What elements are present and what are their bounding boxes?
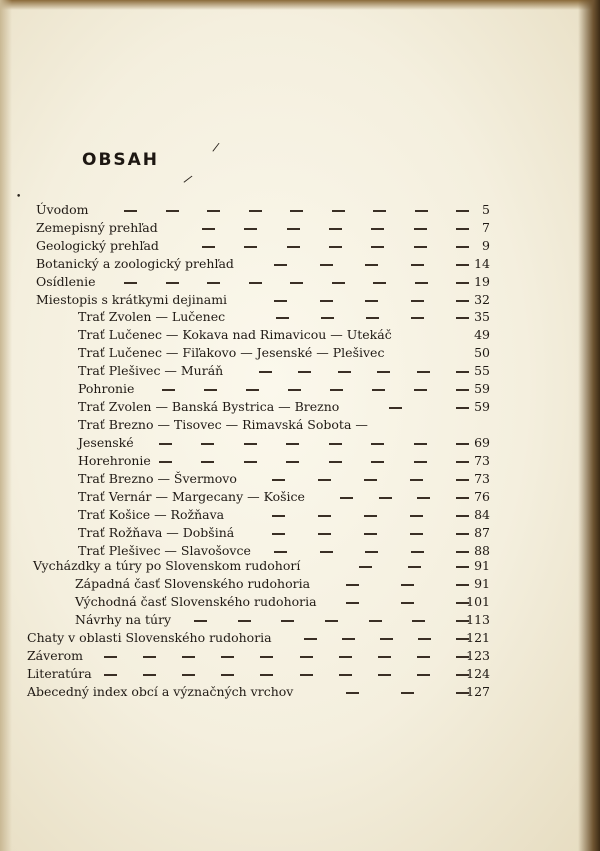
leader-dash xyxy=(274,300,287,302)
leader-dash xyxy=(417,497,430,499)
toc-entry xyxy=(0,398,600,416)
toc-entry xyxy=(0,201,600,219)
toc-entry-page: 121 xyxy=(466,630,490,645)
contents-heading: OBSAH xyxy=(82,150,160,170)
toc-entry-page: 7 xyxy=(482,220,490,235)
toc-entry-title: Východná časť Slovenského rudohoria xyxy=(75,594,317,609)
leader-dash xyxy=(417,371,430,373)
leader-dash xyxy=(401,692,414,694)
leader-dash xyxy=(166,282,179,284)
leader-dash xyxy=(410,479,423,481)
leader-dash xyxy=(411,551,424,553)
toc-entry xyxy=(0,273,600,291)
leader-dash xyxy=(104,674,117,676)
leader-dash xyxy=(414,389,427,391)
toc-entry-title: Literatúra xyxy=(27,666,92,681)
leader-dash xyxy=(401,602,414,604)
leader-dash xyxy=(290,282,303,284)
leader-dash xyxy=(244,246,257,248)
leader-dash xyxy=(373,210,386,212)
toc-entry xyxy=(0,470,600,488)
toc-entry-page: 113 xyxy=(466,612,490,627)
leader-dash xyxy=(300,656,313,658)
leader-dash xyxy=(318,515,331,517)
leader-dash xyxy=(329,443,342,445)
leader-dash xyxy=(298,371,311,373)
leader-dash xyxy=(204,389,217,391)
toc-entry xyxy=(0,291,600,309)
leader-dash xyxy=(369,620,382,622)
toc-entry-page: 55 xyxy=(474,363,490,378)
toc-entry xyxy=(0,524,600,542)
toc-entry-page: 5 xyxy=(482,202,490,217)
leader-dash xyxy=(244,228,257,230)
leader-dash xyxy=(378,656,391,658)
leader-dash xyxy=(124,210,137,212)
leader-dash xyxy=(320,264,333,266)
toc-entry-page: 87 xyxy=(474,525,490,540)
toc-entry-title: Miestopis s krátkymi dejinami xyxy=(36,292,228,307)
leader-dash xyxy=(372,389,385,391)
toc-entry-title: Trať Brezno — Tisovec — Rimavská Sobota — xyxy=(78,417,368,432)
leader-dash xyxy=(246,389,259,391)
leader-dash xyxy=(272,479,285,481)
toc-entry-page: 101 xyxy=(466,594,490,609)
leader-dash xyxy=(166,210,179,212)
leader-dash xyxy=(332,282,345,284)
toc-entry xyxy=(0,362,600,380)
toc-entry-title: Pohronie xyxy=(78,381,135,396)
leader-dash xyxy=(415,210,428,212)
toc-entry-page: 59 xyxy=(474,399,490,414)
leader-dash xyxy=(389,407,402,409)
toc-entry-page: 84 xyxy=(474,507,490,522)
leader-dash xyxy=(380,638,393,640)
toc-entry xyxy=(0,506,600,524)
toc-entry-title: Horehronie xyxy=(78,453,151,468)
leader-dash xyxy=(330,389,343,391)
leader-dash xyxy=(202,246,215,248)
toc-entry-title: Geologický prehľad xyxy=(36,238,159,253)
leader-dash xyxy=(414,443,427,445)
leader-dash xyxy=(194,620,207,622)
leader-dash xyxy=(182,656,195,658)
leader-dash xyxy=(259,371,272,373)
toc-entry-page: 88 xyxy=(474,543,490,558)
toc-entry-title: Zemepisný prehľad xyxy=(36,220,158,235)
toc-entry-title: Návrhy na túry xyxy=(75,612,172,627)
leader-dash xyxy=(412,620,425,622)
toc-entry xyxy=(0,255,600,273)
toc-entry xyxy=(0,683,600,701)
toc-entry-page: 59 xyxy=(474,381,490,396)
leader-dash xyxy=(207,282,220,284)
leader-dash xyxy=(414,228,427,230)
toc-entry-page: 50 xyxy=(474,345,490,360)
leader-dash xyxy=(286,443,299,445)
leader-dash xyxy=(260,674,273,676)
toc-entry xyxy=(0,611,600,629)
toc-entry-title: Trať Zvolen — Lučenec xyxy=(78,309,226,324)
leader-dash xyxy=(124,282,137,284)
toc-entry xyxy=(0,647,600,665)
leader-dash xyxy=(202,228,215,230)
leader-dash xyxy=(104,656,117,658)
toc-entry xyxy=(0,575,600,593)
leader-dash xyxy=(364,515,377,517)
leader-dash xyxy=(339,674,352,676)
leader-dash xyxy=(411,317,424,319)
leader-dash xyxy=(290,210,303,212)
pencil-mark: / xyxy=(182,172,194,186)
toc-entry-title: Trať Vernár — Margecany — Košice xyxy=(78,489,305,504)
toc-entry xyxy=(0,219,600,237)
toc-entry-page: 19 xyxy=(474,274,490,289)
leader-dash xyxy=(318,533,331,535)
toc-entry-title: Trať Lučenec — Kokava nad Rimavicou — Utekáč xyxy=(78,327,392,342)
leader-dash xyxy=(411,264,424,266)
leader-dash xyxy=(410,533,423,535)
toc-entry xyxy=(0,488,600,506)
leader-dash xyxy=(415,282,428,284)
toc-entry xyxy=(0,665,600,683)
leader-dash xyxy=(378,674,391,676)
leader-dash xyxy=(338,371,351,373)
leader-dash xyxy=(325,620,338,622)
leader-dash xyxy=(201,461,214,463)
leader-dash xyxy=(221,656,234,658)
leader-dash xyxy=(274,551,287,553)
leader-dash xyxy=(359,566,372,568)
toc-entry-page: 49 xyxy=(474,327,490,342)
toc-entry-title: Západná časť Slovenského rudohoria xyxy=(75,576,311,591)
leader-dash xyxy=(260,656,273,658)
toc-entry-page: 9 xyxy=(482,238,490,253)
toc-entry-title: Osídlenie xyxy=(36,274,96,289)
toc-entry xyxy=(0,344,600,362)
leader-dash xyxy=(365,264,378,266)
leader-dash xyxy=(182,674,195,676)
toc-entry-page: 35 xyxy=(474,309,490,324)
toc-entry-title: Trať Plešivec — Slavošovce xyxy=(78,543,251,558)
leader-dash xyxy=(244,443,257,445)
leader-dash xyxy=(304,638,317,640)
toc-entry-title: Záverom xyxy=(27,648,83,663)
leader-dash xyxy=(417,656,430,658)
toc-entry xyxy=(0,416,600,434)
toc-entry-title: Vycházdky a túry po Slovenskom rudohorí xyxy=(33,558,301,573)
leader-dash xyxy=(329,228,342,230)
leader-dash xyxy=(287,246,300,248)
leader-dash xyxy=(332,210,345,212)
leader-dash xyxy=(159,461,172,463)
leader-dash xyxy=(414,246,427,248)
ink-dot: • xyxy=(16,192,22,202)
toc-entry-page: 91 xyxy=(474,576,490,591)
leader-dash xyxy=(346,584,359,586)
leader-dash xyxy=(377,371,390,373)
leader-dash xyxy=(244,461,257,463)
leader-dash xyxy=(414,461,427,463)
toc-entry-title: Jesenské xyxy=(78,435,134,450)
toc-entry-title: Trať Plešivec — Muráň xyxy=(78,363,224,378)
leader-dash xyxy=(162,389,175,391)
leader-dash xyxy=(371,246,384,248)
toc-entry xyxy=(0,308,600,326)
leader-dash xyxy=(364,479,377,481)
toc-entry-page: 91 xyxy=(474,558,490,573)
leader-dash xyxy=(408,566,421,568)
leader-dash xyxy=(276,317,289,319)
toc-entry-title: Trať Lučenec — Fiľakovo — Jesenské — Plešivec xyxy=(78,345,385,360)
leader-dash xyxy=(238,620,251,622)
pencil-mark: / xyxy=(211,139,221,155)
leader-dash xyxy=(340,497,353,499)
leader-dash xyxy=(201,443,214,445)
toc-entry-title: Chaty v oblasti Slovenského rudohoria xyxy=(27,630,272,645)
leader-dash xyxy=(272,515,285,517)
leader-dash xyxy=(365,300,378,302)
toc-entry xyxy=(0,557,600,575)
leader-dash xyxy=(329,246,342,248)
leader-dash xyxy=(288,389,301,391)
page-edge-top xyxy=(0,0,600,10)
leader-dash xyxy=(143,674,156,676)
leader-dash xyxy=(300,674,313,676)
leader-dash xyxy=(286,461,299,463)
toc-entry-page: 123 xyxy=(466,648,490,663)
toc-entry-page: 32 xyxy=(474,292,490,307)
leader-dash xyxy=(287,228,300,230)
toc-entry xyxy=(0,434,600,452)
leader-dash xyxy=(411,300,424,302)
toc-entry-title: Trať Brezno — Švermovo xyxy=(78,471,237,486)
toc-entry xyxy=(0,326,600,344)
leader-dash xyxy=(410,515,423,517)
toc-entry-page: 14 xyxy=(474,256,490,271)
leader-dash xyxy=(339,656,352,658)
toc-entry-title: Úvodom xyxy=(36,202,89,217)
leader-dash xyxy=(329,461,342,463)
leader-dash xyxy=(320,300,333,302)
leader-dash xyxy=(318,479,331,481)
toc-entry xyxy=(0,380,600,398)
toc-entry-page: 124 xyxy=(466,666,490,681)
toc-entry xyxy=(0,452,600,470)
leader-dash xyxy=(371,443,384,445)
leader-dash xyxy=(342,638,355,640)
leader-dash xyxy=(249,282,262,284)
toc-entry-title: Botanický a zoologický prehľad xyxy=(36,256,234,271)
toc-entry xyxy=(0,629,600,647)
leader-dash xyxy=(373,282,386,284)
leader-dash xyxy=(371,461,384,463)
leader-dash xyxy=(346,692,359,694)
leader-dash xyxy=(401,584,414,586)
leader-dash xyxy=(320,551,333,553)
leader-dash xyxy=(281,620,294,622)
leader-dash xyxy=(207,210,220,212)
leader-dash xyxy=(346,602,359,604)
toc-entry-title: Trať Zvolen — Banská Bystrica — Brezno xyxy=(78,399,340,414)
toc-entry-page: 127 xyxy=(466,684,490,699)
toc-entry-page: 73 xyxy=(474,453,490,468)
leader-dash xyxy=(365,551,378,553)
toc-entry xyxy=(0,593,600,611)
leader-dash xyxy=(417,674,430,676)
leader-dash xyxy=(249,210,262,212)
toc-entry xyxy=(0,237,600,255)
toc-entry-page: 76 xyxy=(474,489,490,504)
leader-dash xyxy=(143,656,156,658)
leader-dash xyxy=(272,533,285,535)
leader-dash xyxy=(364,533,377,535)
leader-dash xyxy=(274,264,287,266)
toc-entry-title: Trať Rožňava — Dobšiná xyxy=(78,525,235,540)
leader-dash xyxy=(159,443,172,445)
leader-dash xyxy=(366,317,379,319)
toc-entry-page: 69 xyxy=(474,435,490,450)
leader-dash xyxy=(221,674,234,676)
toc-entry-page: 73 xyxy=(474,471,490,486)
leader-dash xyxy=(418,638,431,640)
leader-dash xyxy=(371,228,384,230)
leader-dash xyxy=(321,317,334,319)
leader-dash xyxy=(379,497,392,499)
toc-entry-title: Abecedný index obcí a význačných vrchov xyxy=(27,684,294,699)
toc-entry-title: Trať Košice — Rožňava xyxy=(78,507,225,522)
